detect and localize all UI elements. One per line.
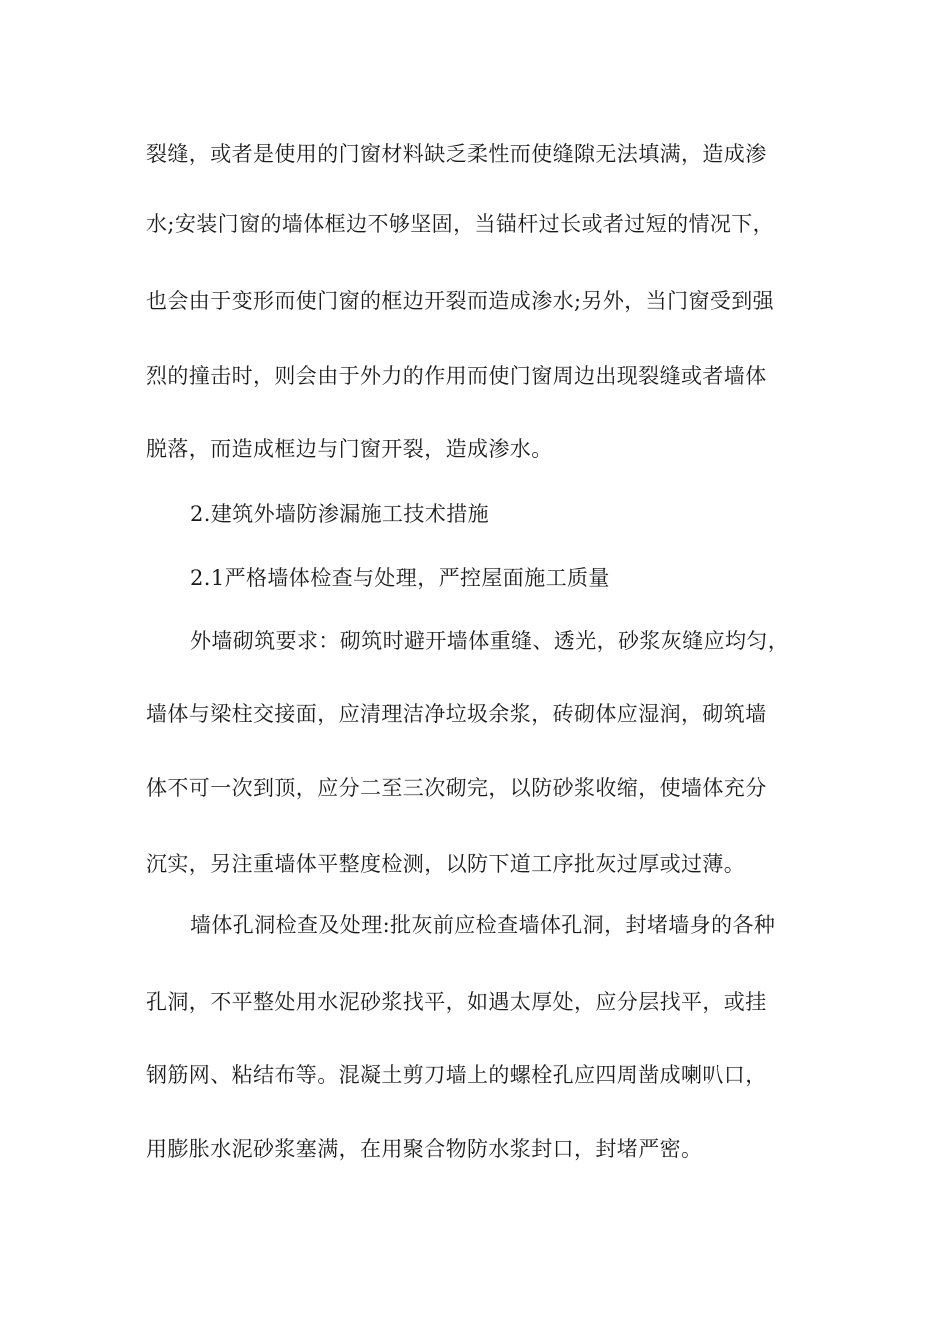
paragraph-2-line-2: 墙体与梁柱交接面，应清理洁净垃圾余浆，砖砌体应湿润，砌筑墙 <box>146 702 767 726</box>
paragraph-1-line-5: 脱落，而造成框边与门窗开裂，造成渗水。 <box>146 437 553 461</box>
paragraph-2-line-4: 沉实，另注重墙体平整度检测，以防下道工序批灰过厚或过薄。 <box>146 852 746 876</box>
paragraph-3-line-1: 墙体孔洞检查及处理:批灰前应检查墙体孔洞，封堵墙身的各种 <box>190 913 776 937</box>
section-heading-2: 2.建筑外墙防渗漏施工技术措施 <box>190 502 490 526</box>
paragraph-3-line-2: 孔洞，不平整处用水泥砂浆找平，如遇太厚处，应分层找平，或挂 <box>146 990 767 1014</box>
paragraph-3-line-3: 钢筋网、粘结布等。混凝土剪刀墙上的螺栓孔应四周凿成喇叭口， <box>146 1063 767 1087</box>
paragraph-1-line-1: 裂缝，或者是使用的门窗材料缺乏柔性而使缝隙无法填满，造成渗 <box>146 142 767 166</box>
paragraph-2-line-1: 外墙砌筑要求：砌筑时避开墙体重缝、透光，砂浆灰缝应均匀， <box>190 629 790 653</box>
paragraph-1-line-2: 水;安装门窗的墙体框边不够坚固，当锚杆过长或者过短的情况下， <box>146 212 775 236</box>
paragraph-3-line-4: 用膨胀水泥砂浆塞满，在用聚合物防水浆封口，封堵严密。 <box>146 1137 703 1161</box>
section-heading-2-1: 2.1严格墙体检查与处理，严控屋面施工质量 <box>190 566 610 590</box>
paragraph-1-line-4: 烈的撞击时，则会由于外力的作用而使门窗周边出现裂缝或者墙体 <box>146 364 767 388</box>
paragraph-2-line-3: 体不可一次到顶，应分二至三次砌完，以防砂浆收缩，使墙体充分 <box>146 776 767 800</box>
paragraph-1-line-3: 也会由于变形而使门窗的框边开裂而造成渗水;另外，当门窗受到强 <box>146 289 775 313</box>
